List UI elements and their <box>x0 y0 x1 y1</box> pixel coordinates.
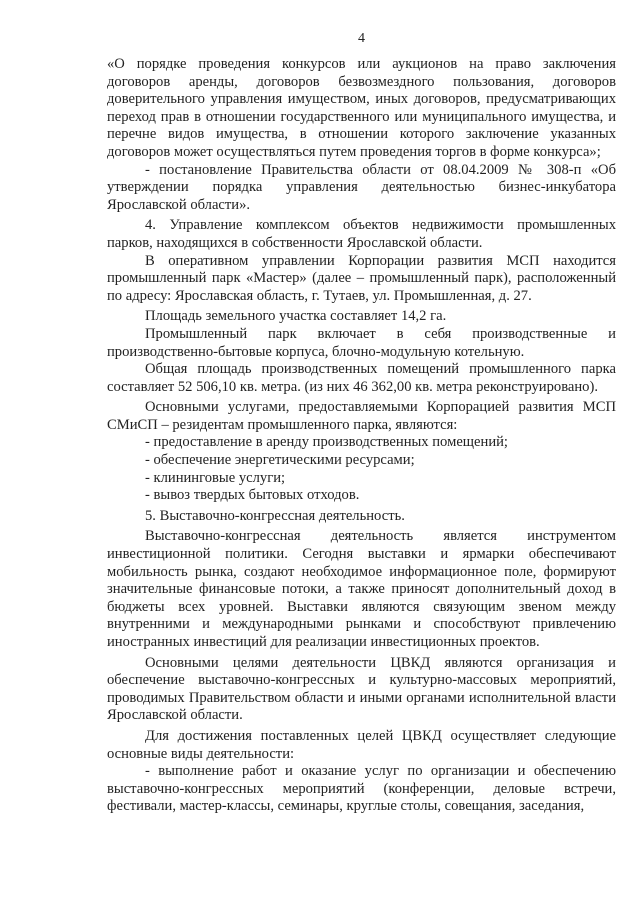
paragraph: Основными целями деятельности ЦВКД являются организация и обеспечение выставочно-конгрессных и культурно-массовых мероприятий, проводимых Правительством области и иными органами исполнительной власти Ярославской области. <box>107 654 616 724</box>
paragraph: 4. Управление комплексом объектов недвижимости промышленных парков, находящихся в собственности Ярославской области. <box>107 217 616 251</box>
paragraph: В оперативном управлении Корпорации развития МСП находится промышленный парк «Мастер» (далее – промышленный парк), расположенный по адресу: Ярославская область, г. Тутаев, ул. Промышленная, д. 27. <box>107 252 616 304</box>
paragraph: Выставочно-конгрессная деятельность является инструментом инвестиционной политики. Сегодня выставки и ярмарки обеспечивают мобильность рынка, создают необходимое информационное поле, формируют значительные финансовые потоки, а также приносят дополнительный доход в бюджеты всех уровней. Выставки являются связующим звеном между внутренними и международными рынками и способствуют привлечению иностранных инвестиций для реализации инвестиционных проектов. <box>107 528 616 650</box>
paragraph: - выполнение работ и оказание услуг по организации и обеспечению выставочно-конгрессных мероприятий (конференции, деловые встречи, фестивали, мастер-классы, семинары, круглые столы, совещания, заседания, <box>107 763 616 815</box>
paragraph: Площадь земельного участка составляет 14,2 га. <box>145 308 447 325</box>
paragraph: «О порядке проведения конкурсов или аукционов на право заключения договоров аренды, договоров безвозмездного пользования, договоров доверительного управления имуществом, иных договоров, предусматривающих переход прав в отношении государственного или муниципального имущества, и перечне видов имущества, в отношении которого заключение указанных договоров может осуществляться путем проведения торгов в форме конкурса»; <box>107 56 616 160</box>
paragraph: Основными услугами, предоставляемыми Корпорацией развития МСП СМиСП – резидентам промышленного парка, являются: <box>107 399 616 433</box>
paragraph: Общая площадь производственных помещений промышленного парка составляет 52 506,10 кв. метра. (из них 46 362,00 кв. метра реконструировано). <box>107 361 616 395</box>
page-number: 4 <box>358 31 365 46</box>
document-body <box>107 56 616 816</box>
paragraph: 5. Выставочно-конгрессная деятельность. <box>145 507 405 524</box>
paragraph: Промышленный парк включает в себя производственные и производственно-бытовые корпуса, блочно-модульную котельную. <box>107 325 616 360</box>
paragraph: - постановление Правительства области от 08.04.2009 № 308-п «Об утверждении порядка управления деятельностью бизнес-инкубатора Ярославской области». <box>107 161 616 213</box>
paragraph: - клининговые услуги; <box>145 469 286 486</box>
paragraph: Для достижения поставленных целей ЦВКД осуществляет следующие основные виды деятельности: <box>107 727 616 762</box>
paragraph: - вывоз твердых бытовых отходов. <box>145 487 360 504</box>
paragraph: - обеспечение энергетическими ресурсами; <box>145 452 415 469</box>
paragraph: - предоставление в аренду производственных помещений; <box>145 434 508 451</box>
